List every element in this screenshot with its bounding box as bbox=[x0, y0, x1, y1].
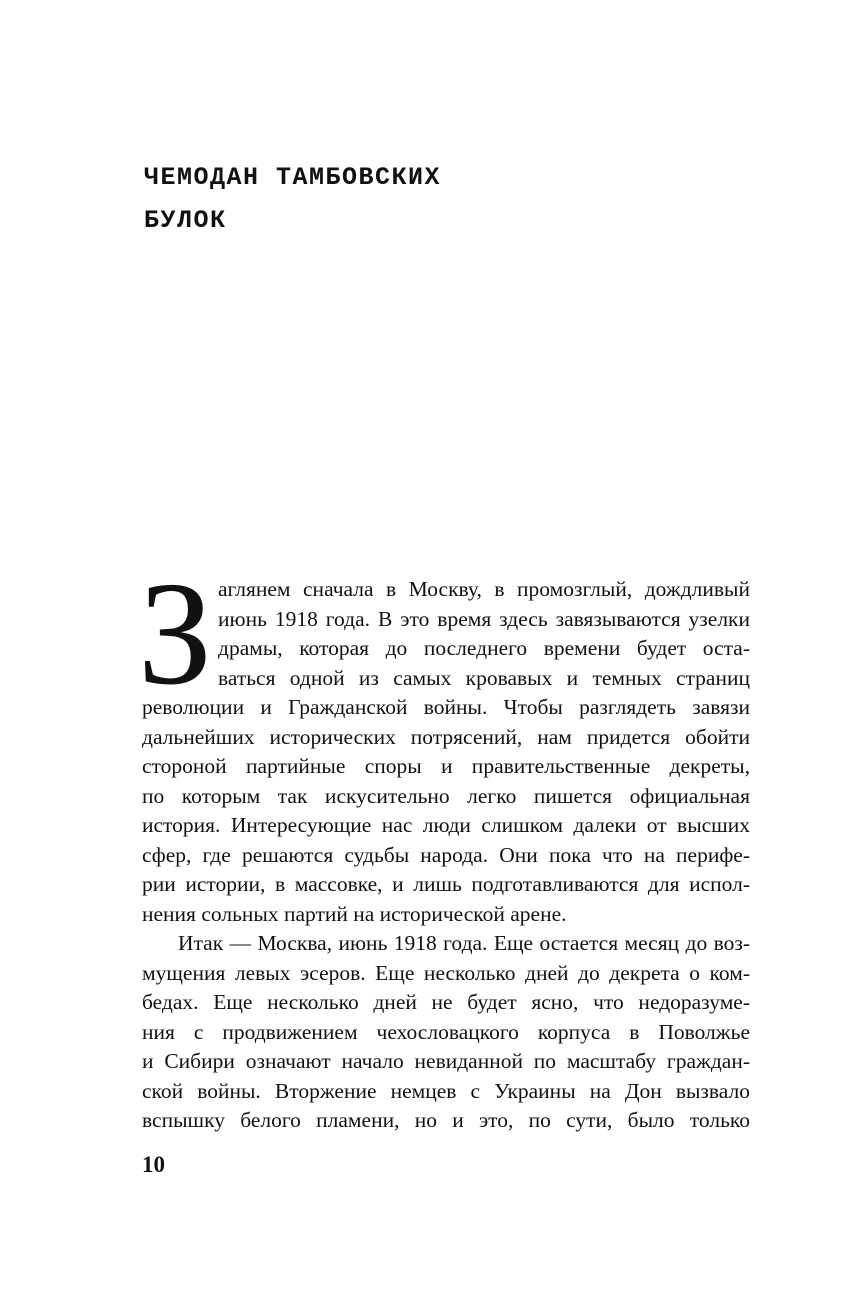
text-line: ской войны. Вторжение немцев с Украины на Дон вызвало bbox=[142, 1078, 750, 1103]
text-line: стороной партийные споры и правительственные декреты, bbox=[142, 754, 750, 778]
text-line: по которым так искусительно легко пишется официальная bbox=[142, 783, 750, 808]
text-line: бедах. Еще несколько дней не будет ясно, что недоразуме- bbox=[142, 990, 750, 1014]
text-line: вспышку белого пламени, но и это, по сути, было только bbox=[142, 1108, 750, 1132]
text-line: июнь 1918 года. В это время здесь завязываются узелки bbox=[218, 606, 750, 631]
text-line: рии истории, в массовке, и лишь подготавливаются для испол- bbox=[142, 872, 750, 896]
text-line: и Сибири означают начало невиданной по масштабу граждан- bbox=[142, 1049, 750, 1073]
text-line: ния с продвижением чехословацкого корпуса в Поволжье bbox=[142, 1019, 750, 1044]
text-line: Итак — Москва, июнь 1918 года. Еще остается месяц до воз- bbox=[178, 931, 750, 955]
paragraph-1 bbox=[142, 575, 750, 929]
chapter-title-line-1: ЧЕМОДАН ТАМБОВСКИХ bbox=[144, 163, 442, 192]
body-text bbox=[138, 552, 750, 1136]
text-line: сфер, где решаются судьбы народа. Они пока что на перифе- bbox=[142, 842, 750, 867]
chapter-title-line-2: БУЛОК bbox=[144, 206, 227, 235]
page-number: 10 bbox=[142, 1152, 165, 1177]
text-line: мущения левых эсеров. Еще несколько дней до декрета о ком- bbox=[142, 960, 750, 985]
text-line: аглянем сначала в Москву, в промозглый, дождливый bbox=[218, 577, 750, 601]
paragraph-2 bbox=[142, 929, 750, 1136]
text-line: ваться одной из самых кровавых и темных страниц bbox=[218, 665, 750, 690]
text-line: революции и Гражданской войны. Чтобы разглядеть завязи bbox=[142, 695, 750, 719]
text-line: драмы, которая до последнего времени будет оста- bbox=[218, 636, 750, 660]
text-line: история. Интересующие нас люди слишком далеки от высших bbox=[142, 813, 750, 837]
text-line: дальнейших исторических потрясений, нам придется обойти bbox=[142, 724, 750, 749]
drop-cap: З bbox=[138, 552, 213, 716]
text-line: нения сольных партий на исторической арене. bbox=[142, 901, 567, 926]
chapter-title bbox=[144, 156, 744, 242]
